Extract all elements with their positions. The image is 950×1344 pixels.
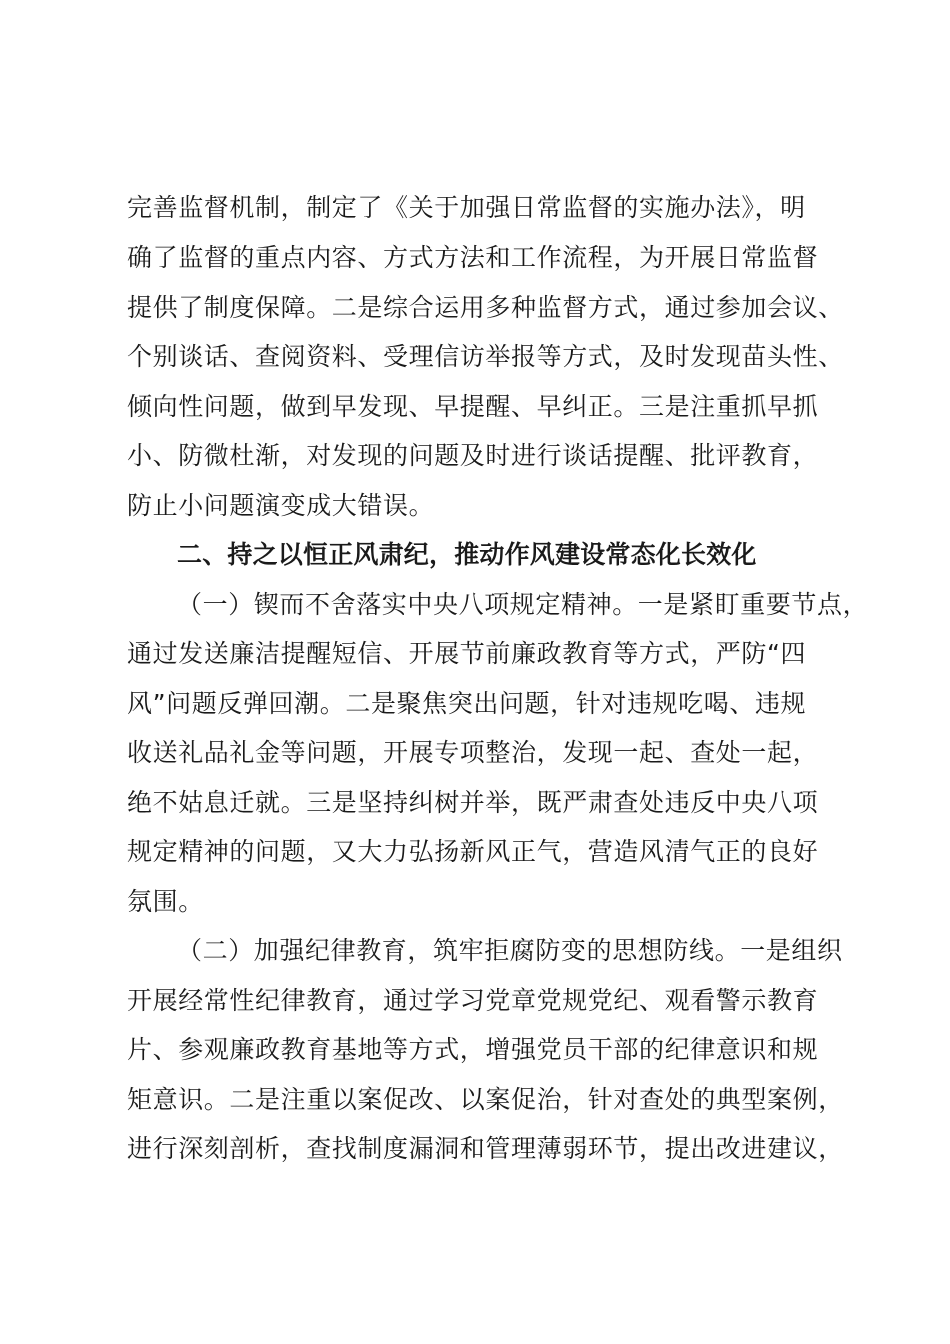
body-text-line: 进行深刻剖析，查找制度漏洞和管理薄弱环节，提出改进建议，	[127, 1134, 844, 1163]
body-text-line: 通过发送廉洁提醒短信、开展节前廉政教育等方式，严防“四	[127, 639, 807, 668]
section-heading: 二、持之以恒正风肃纪，推动作风建设常态化长效化	[177, 540, 757, 569]
body-text-line: 片、参观廉政教育基地等方式，增强党员干部的纪律意识和规	[127, 1035, 819, 1064]
body-text-line: 完善监督机制，制定了《关于加强日常监督的实施办法》，明	[127, 193, 806, 222]
paragraph-first-line: （一）锲而不舍落实中央八项规定精神。一是紧盯重要节点，	[177, 590, 869, 619]
body-text-line: 确了监督的重点内容、方式方法和工作流程，为开展日常监督	[127, 243, 819, 272]
body-text-line: 风”问题反弹回潮。二是聚焦突出问题，针对违规吃喝、违规	[127, 689, 807, 718]
paragraph-first-line: （二）加强纪律教育，筑牢拒腐防变的思想防线。一是组织	[177, 936, 843, 965]
body-text-line: 绝不姑息迁就。三是坚持纠树并举，既严肃查处违反中央八项	[127, 788, 819, 817]
body-text-line: 小、防微杜渐，对发现的问题及时进行谈话提醒、批评教育，	[127, 441, 819, 470]
body-text-line: 提供了制度保障。二是综合运用多种监督方式，通过参加会议、	[127, 293, 844, 322]
body-text-line: 倾向性问题，做到早发现、早提醒、早纠正。三是注重抓早抓	[127, 392, 819, 421]
body-text-line: 矩意识。二是注重以案促改、以案促治，针对查处的典型案例，	[127, 1085, 844, 1114]
body-text-line: 防止小问题演变成大错误。	[127, 491, 435, 520]
body-text-line: 氛围。	[127, 887, 204, 916]
body-text-line: 规定精神的问题，又大力弘扬新风正气，营造风清气正的良好	[127, 837, 819, 866]
body-text-line: 收送礼品礼金等问题，开展专项整治，发现一起、查处一起，	[127, 738, 819, 767]
body-text-line: 个别谈话、查阅资料、受理信访举报等方式，及时发现苗头性、	[127, 342, 844, 371]
body-text-line: 开展经常性纪律教育，通过学习党章党规党纪、观看警示教育	[127, 986, 819, 1015]
